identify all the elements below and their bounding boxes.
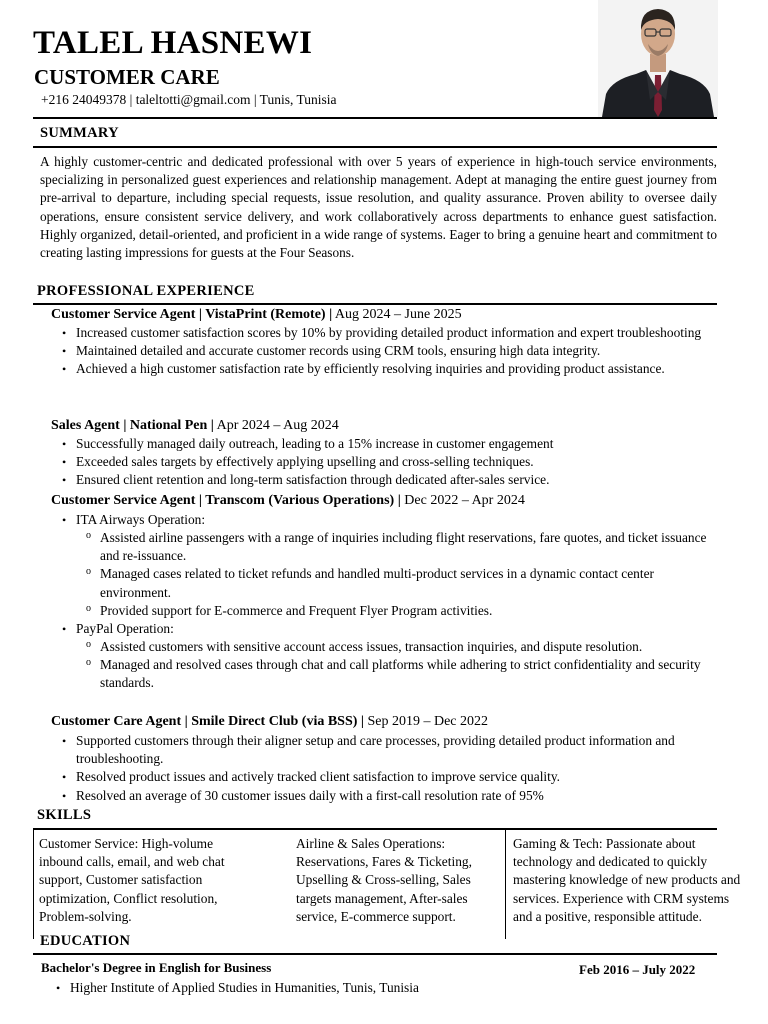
list-item: [76, 620, 716, 638]
skills-airline-sales: Airline & Sales Operations: Reservations, Fares & Ticketing, Upselling & Cross-selling, Sales targets management, After-sales service, E-commerce support.: [296, 836, 472, 924]
job-role: CUSTOMER CARE: [34, 65, 220, 89]
education-heading: EDUCATION: [40, 933, 131, 949]
list-item: o Managed and resolved cases through chat and call platforms while adhering to strict confidentiality and security standards.: [100, 656, 715, 692]
list-item: • Increased customer satisfaction scores by 10% by providing detailed product information and expert troubleshooting: [76, 324, 716, 342]
experience-divider: [33, 303, 717, 305]
job-title-company: Sales Agent | National Pen |: [51, 418, 214, 433]
candidate-name: TALEL HASNEWI: [33, 25, 313, 61]
list-item: • Supported customers through their aligner setup and care processes, providing detailed product information and troubleshooting.: [76, 732, 716, 768]
list-item: • Maintained detailed and accurate customer records using CRM tools, ensuring high data integrity.: [76, 342, 716, 360]
summary-text: A highly customer-centric and dedicated professional with over 5 years of experience in high-touch service environments, specializing in personalized guest experiences and relationship management. Adept at managing the entire guest journey from pre-arrival to departure, including special requests, issue resolution, and quality assurance. Proven ability to oversee daily operations, ensure consistent service delivery, and work collaboratively across departments to enhance guest satisfaction. Highly organized, detail-oriented, and proficient in a wide range of systems. Eager to bring a genuine heart and commitment to creating lasting impressions for guests at the Four Seasons.: [40, 154, 717, 261]
school-name: • Higher Institute of Applied Studies in Humanities, Tunis, Tunisia: [70, 979, 419, 997]
list-item: • Resolved an average of 30 customer issues daily with a first-call resolution rate of 95%: [76, 787, 716, 805]
job-dates: Dec 2022 – Apr 2024: [400, 493, 525, 508]
contact-info: +216 24049378 | taleltotti@gmail.com | Tunis, Tunisia: [41, 92, 337, 107]
job-dates: Sep 2019 – Dec 2022: [363, 714, 489, 729]
job-bullets: [76, 620, 716, 638]
sub-bullets: [100, 529, 715, 620]
list-item: • Achieved a high customer satisfaction rate by efficiently resolving inquiries and providing product assistance.: [76, 360, 716, 378]
job-title-company: Customer Care Agent | Smile Direct Club (via BSS) |: [51, 714, 364, 729]
operation-label: ITA Airways Operation:: [76, 512, 206, 527]
list-item: • Resolved product issues and actively tracked client satisfaction to improve service quality.: [76, 768, 716, 786]
job-dates: Apr 2024 – Aug 2024: [213, 418, 339, 433]
list-item: • Ensured client retention and long-term satisfaction through dedicated after-sales service.: [76, 471, 716, 489]
summary-divider: [33, 146, 717, 148]
job-bullets: [76, 732, 716, 805]
job-title-company: Customer Service Agent | VistaPrint (Remote) |: [51, 307, 333, 322]
skills-divider: [33, 828, 717, 830]
job-bullets: [76, 511, 716, 529]
degree-title: Bachelor's Degree in English for Business: [41, 960, 272, 975]
list-item: • Exceeded sales targets by effectively applying upselling and cross-selling techniques.: [76, 453, 716, 471]
job-dates: Aug 2024 – June 2025: [332, 307, 462, 322]
skills-column-divider: [33, 829, 34, 939]
list-item: o Assisted airline passengers with a range of inquiries including flight reservations, fare quotes, and ticket issuance and re-issuance.: [100, 529, 715, 565]
summary-heading: SUMMARY: [40, 125, 119, 141]
skills-heading: SKILLS: [37, 807, 92, 823]
job-title: [51, 417, 339, 435]
job-bullets: [76, 435, 716, 490]
list-item: [76, 511, 716, 529]
job-title-company: Customer Service Agent | Transcom (Various Operations) |: [51, 493, 401, 508]
skills-column-divider: [505, 829, 506, 939]
sub-bullets: [100, 638, 715, 693]
profile-photo: [598, 0, 718, 117]
list-item: o Managed cases related to ticket refunds and handled multi-product services in a dynamic contact center environment.: [100, 565, 715, 601]
header-divider: [33, 117, 717, 119]
degree-dates: Feb 2016 – July 2022: [579, 962, 696, 977]
job-title: [51, 492, 525, 510]
experience-heading: PROFESSIONAL EXPERIENCE: [37, 283, 255, 299]
skills-gaming-tech: Gaming & Tech: Passionate about technology and dedicated to quickly mastering knowledge of new products and services. Experience with CRM systems and a positive, responsible attitude.: [513, 836, 741, 924]
list-item: o Provided support for E-commerce and Frequent Flyer Program activities.: [100, 602, 715, 620]
list-item: • Successfully managed daily outreach, leading to a 15% increase in customer engagement: [76, 435, 716, 453]
list-item: o Assisted customers with sensitive account access issues, transaction inquiries, and dispute resolution.: [100, 638, 715, 656]
job-title: [51, 306, 462, 324]
job-title: [51, 713, 488, 731]
education-divider: [33, 953, 717, 955]
job-bullets: [76, 324, 716, 379]
operation-label: PayPal Operation:: [76, 621, 174, 636]
skills-customer-service: Customer Service: High-volume inbound calls, email, and web chat support, Customer satisfaction optimization, Conflict resolution, Problem-solving.: [39, 836, 225, 924]
